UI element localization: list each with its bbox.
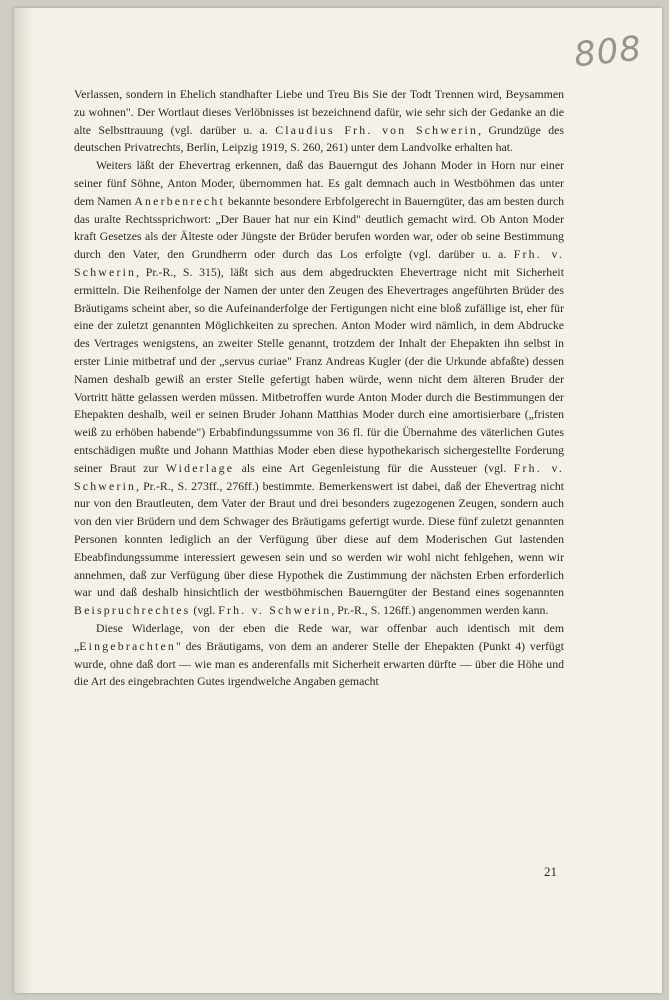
- text-run: , Pr.-R., S. 273ff., 276ff.) bestimmte. Bemerkenswert ist dabei, daß der Ehevertrag nicht nur von den Brautleuten, dem Vater der Braut und drei besonders zugezogenen Zeugen, sondern auch von den vier Brüdern und dem Schwager des Bräutigams gefertigt wurde. Diese fünf zuletzt genannten Personen konnten lediglich an der Verfügung über diese auf dem Moderischen Gut lastenden Ebeabfindungssumme interessiert gewesen sein und so werden wir wohl nicht fehlgehen, wenn wir annehmen, daß zur Verfügung über diese Hypothek die Zustimmung der nächsten Erben erforderlich war und daß deshalb hinsichtlich der westböhmischen Bauerngüter der Bestand eines sogenannten: [74, 478, 564, 600]
- page-number: 21: [544, 864, 557, 879]
- handwritten-page-annotation: 808: [572, 28, 644, 76]
- spaced-term: Beispruchrechtes: [74, 603, 191, 618]
- spaced-term: Widerlage: [165, 460, 235, 475]
- text-run: , Grundzüge des deutschen Privatrechts, Berlin, Leipzig 1919, S. 260, 261) unter dem Landvolke erhalten hat.: [74, 122, 564, 155]
- text-run: Verlassen, sondern in Ehelich standhafter Liebe und Treu Bis Sie der Todt Trennen wird, Beysammen zu wohnen". Der Wortlaut dieses Verlöbnisses ist bezeichnend dafür, wie sehr sich der Gedanke an die alte Selbsttrauung (vgl. darüber u. a.: [74, 87, 564, 137]
- body-text: [74, 86, 564, 691]
- text-run: Weiters läßt der Ehevertrag erkennen, daß das Bauerngut des Johann Moder in Horn nur einer seiner fünf Söhne, Anton Moder, übernommen hat. Es galt demnach auch in Westböhmen das unter dem Namen: [74, 158, 564, 208]
- spaced-term: Anerbenrecht: [134, 193, 225, 208]
- text-run: , Pr.-R., S. 126ff.) angenommen werden kann.: [331, 603, 549, 618]
- spaced-author-name: Frh. v. Schwerin: [74, 247, 564, 279]
- page-gutter-shadow: [14, 8, 32, 993]
- spaced-author-name: Claudius Frh. von Schwerin: [275, 122, 479, 137]
- text-run: " des Bräutigams, von dem an anderer Stelle der Ehepakten (Punkt 4) verfügt wurde, ohne daß dort — wie man es anderenfalls mit Sicherheit erwarten dürfte — über die Höhe und die Art des eingebrachten Gutes irgendwelche Angaben gemacht: [74, 638, 564, 689]
- text-run: bekannte besondere Erbfolgerecht in Bauerngüter, das am besten durch das uralte Rechtssprichwort: „Der Bauer hat nur ein Kind" deutlich gemacht wird. Ob Anton Moder kraft Gesetzes als der Älteste oder Jüngste der Brüder berufen worden war, oder ob seine Bestimmung durch den Vater, den Grundherrn oder durch das Los erfolgte (vgl. darüber u. a.: [74, 193, 564, 262]
- paragraph-3: [74, 620, 564, 691]
- text-run: Diese Widerlage, von der eben die Rede war, war offenbar auch identisch mit dem „: [74, 620, 564, 653]
- paragraph-2: [74, 157, 564, 620]
- spaced-author-name: Frh. v. Schwerin: [74, 460, 564, 493]
- document-page: [14, 8, 662, 993]
- spaced-author-name: Frh. v. Schwerin: [218, 603, 332, 618]
- text-run: als eine Art Gegenleistung für die Aussteuer (vgl.: [234, 460, 514, 475]
- text-run: (vgl.: [190, 603, 219, 618]
- text-run: , Pr.-R., S. 315), läßt sich aus dem abgedruckten Ehevertrage nicht mit Sicherheit ermitteln. Die Reihenfolge der Namen der unter den Zeugen des Ehevertrages angeführten Brüder des Bräutigams scheint aber, so die Aufeinanderfolge der Fertigungen nicht eine bloß zufällige ist, eher für eine der zuletzt genannten Möglichkeiten zu sprechen. Anton Moder wird nämlich, in dem Abdrucke des Vertrages wenigstens, an zweiter Stelle genannt, trotzdem der Inhalt der Ehepakten ihn selbst in erster Linie mitbetraf und der „servus curiae" Franz Andreas Kugler (der die Urkunde abfaßte) dessen Namen deshalb gewiß an erster Stelle gefertigt haben würde, wenn nicht dem älteren Bruder der Vortritt hätte gelassen werden müssen. Mitbetroffen wurde Anton Moder durch die Bestimmungen der Ehepakten deshalb, weil er seinen Bruder Johann Matthias Moder durch eine amortisierbare („fristen weiß zu erhöben habende") Erbabfindungssumme von 36 fl. für die Übernahme des väterlichen Gutes entschädigen mußte und Johann Matthias Moder eben diese hypothekarisch sichergestellte Forderung seiner Braut zur: [74, 264, 564, 475]
- spaced-term: Eingebrachten: [79, 638, 176, 653]
- paragraph-1: [74, 86, 564, 157]
